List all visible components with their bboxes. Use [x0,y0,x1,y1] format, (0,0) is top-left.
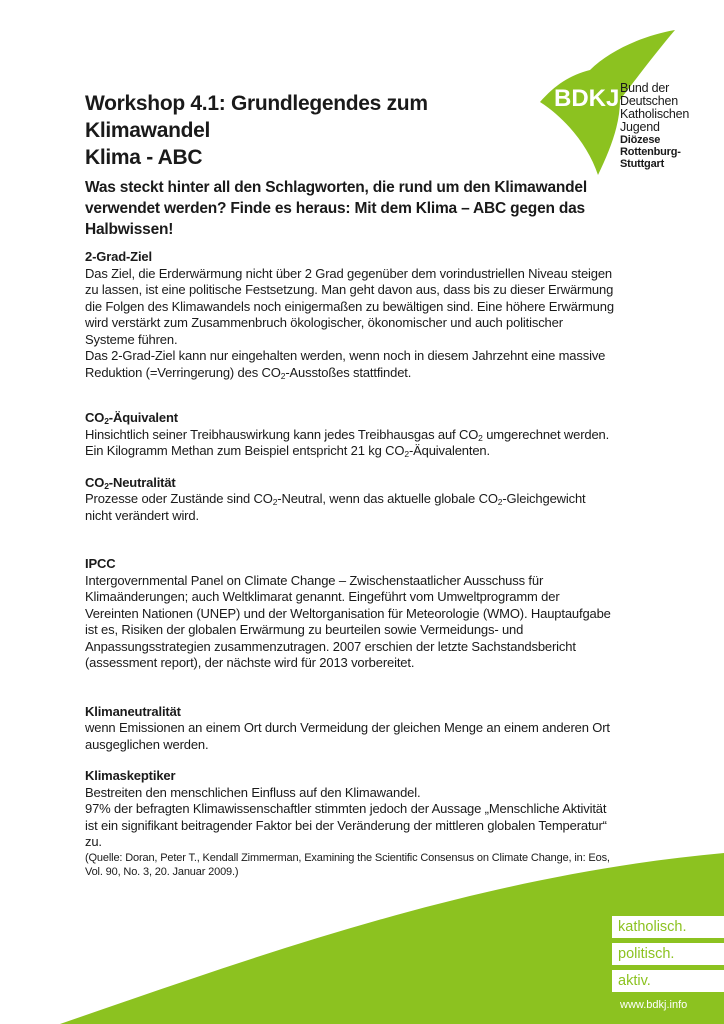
section-heading: Klimaskeptiker [85,768,176,783]
logo-org-line2: Katholischen Jugend [620,107,690,134]
section-ipcc [85,556,615,672]
logo-org-name [620,82,724,170]
section-text: Intergovernmental Panel on Climate Change – Zwischenstaatlicher Ausschuss für Klimaänderungen; auch Weltklimarat genannt. Eingeführt vom Umweltprogramm der Vereinten Nationen (UNEP) und der Weltorganisation für Meteorologie (WMO). Hauptaufgabe ist es, Risiken der globalen Erwärmung zu beurteilen sowie Vermeidungs- und Anpassungsstrategien zusammenzutragen. 2007 erschien der letzte Sachstandsbericht (assessment report), der nächste wird für 2013 vorbereitet. [85,572,611,670]
section-text-2: Das 2-Grad-Ziel kann nur eingehalten werden, wenn noch in diesem Jahrzehnt eine massive Reduktion (=Verringerung) des $CO_2$-Ausstoßes stattfindet. [85,348,606,381]
section-text: Das Ziel, die Erderwärmung nicht über 2 Grad gegenüber dem vorindustriellen Niveau steigen zu lassen, ist eine politische Festsetzung. Man geht davon aus, dass bis zu dieser Erwärmung die Folgen des Klimawandels noch einigermaßen zu bewältigen sind. Eine höhere Erwärmung wird verstärkt zum Zusammenbruch ökologischer, ökonomischer und auch politischer Systeme führen. [85,265,614,347]
footer-banner [0,835,724,1024]
logo-wordmark: BDKJ [554,85,620,112]
source-citation: (Quelle: Doran, Peter T., Kendall Zimmerman, Examining the Scientific Consensus on Climate Change, in: Eos, Vol. 90, No. 3, 20. Januar 2009.) [85,851,610,878]
tag-politisch: politisch. [612,943,724,965]
section-text: wenn Emissionen an einem Ort durch Vermeidung der gleichen Menge an einem anderen Ort ausgeglichen werden. [85,720,610,752]
glossary-content [85,249,615,879]
section-heading: $CO_2$-Neutralität [85,474,176,491]
section-heading: $CO_2$-Äquivalent [85,410,178,426]
section-co2-neutralitaet [85,475,615,525]
intro-text: Was steckt hinter all den Schlagworten, die rund um den Klimawandel verwendet werden? Finde es heraus: Mit dem Klima – ABC gegen das Halbwissen! [85,179,587,238]
section-text-2: 97% der befragten Klimawissenschaftler stimmten jedoch der Aussage „Menschliche Aktivität ist ein signifikant beitragender Faktor bei der Veränderung der mittleren globalen Temperatur“ zu. [85,801,607,849]
page-title [85,90,535,171]
logo-org-line3: Diözese [620,134,661,146]
footer-url[interactable]: www.bdkj.info [620,999,688,1011]
section-heading: IPCC [85,556,116,571]
title-line-2: Klima - ABC [85,146,203,169]
section-text: Prozesse oder Zustände sind $CO_2$-Neutral, wenn das aktuelle globale $CO_2$-Gleichgewicht nicht verändert wird. [85,491,586,523]
logo-org-line1: Bund der Deutschen [620,81,678,108]
tag-aktiv: aktiv. [612,970,724,992]
section-co2-aequivalent [85,410,615,460]
section-text: Hinsichtlich seiner Treibhauswirkung kann jedes Treibhausgas auf $CO_2$ umgerechnet werden. Ein Kilogramm Methan zum Beispiel entspricht 21 kg $CO_2$-Äquivalenten. [85,426,610,459]
title-line-1: Workshop 4.1: Grundlegendes zum Klimawandel [85,92,428,142]
section-heading: Klimaneutralität [85,703,181,719]
tag-katholisch: katholisch. [612,916,724,938]
section-2-grad-ziel [85,249,615,381]
section-text: Bestreiten den menschlichen Einfluss auf den Klimawandel. [85,784,421,800]
section-klimaneutralitaet [85,704,615,754]
bdkj-logo [540,30,724,175]
logo-org-line4: Rottenburg-Stuttgart [620,146,681,170]
section-heading: 2-Grad-Ziel [85,249,152,264]
